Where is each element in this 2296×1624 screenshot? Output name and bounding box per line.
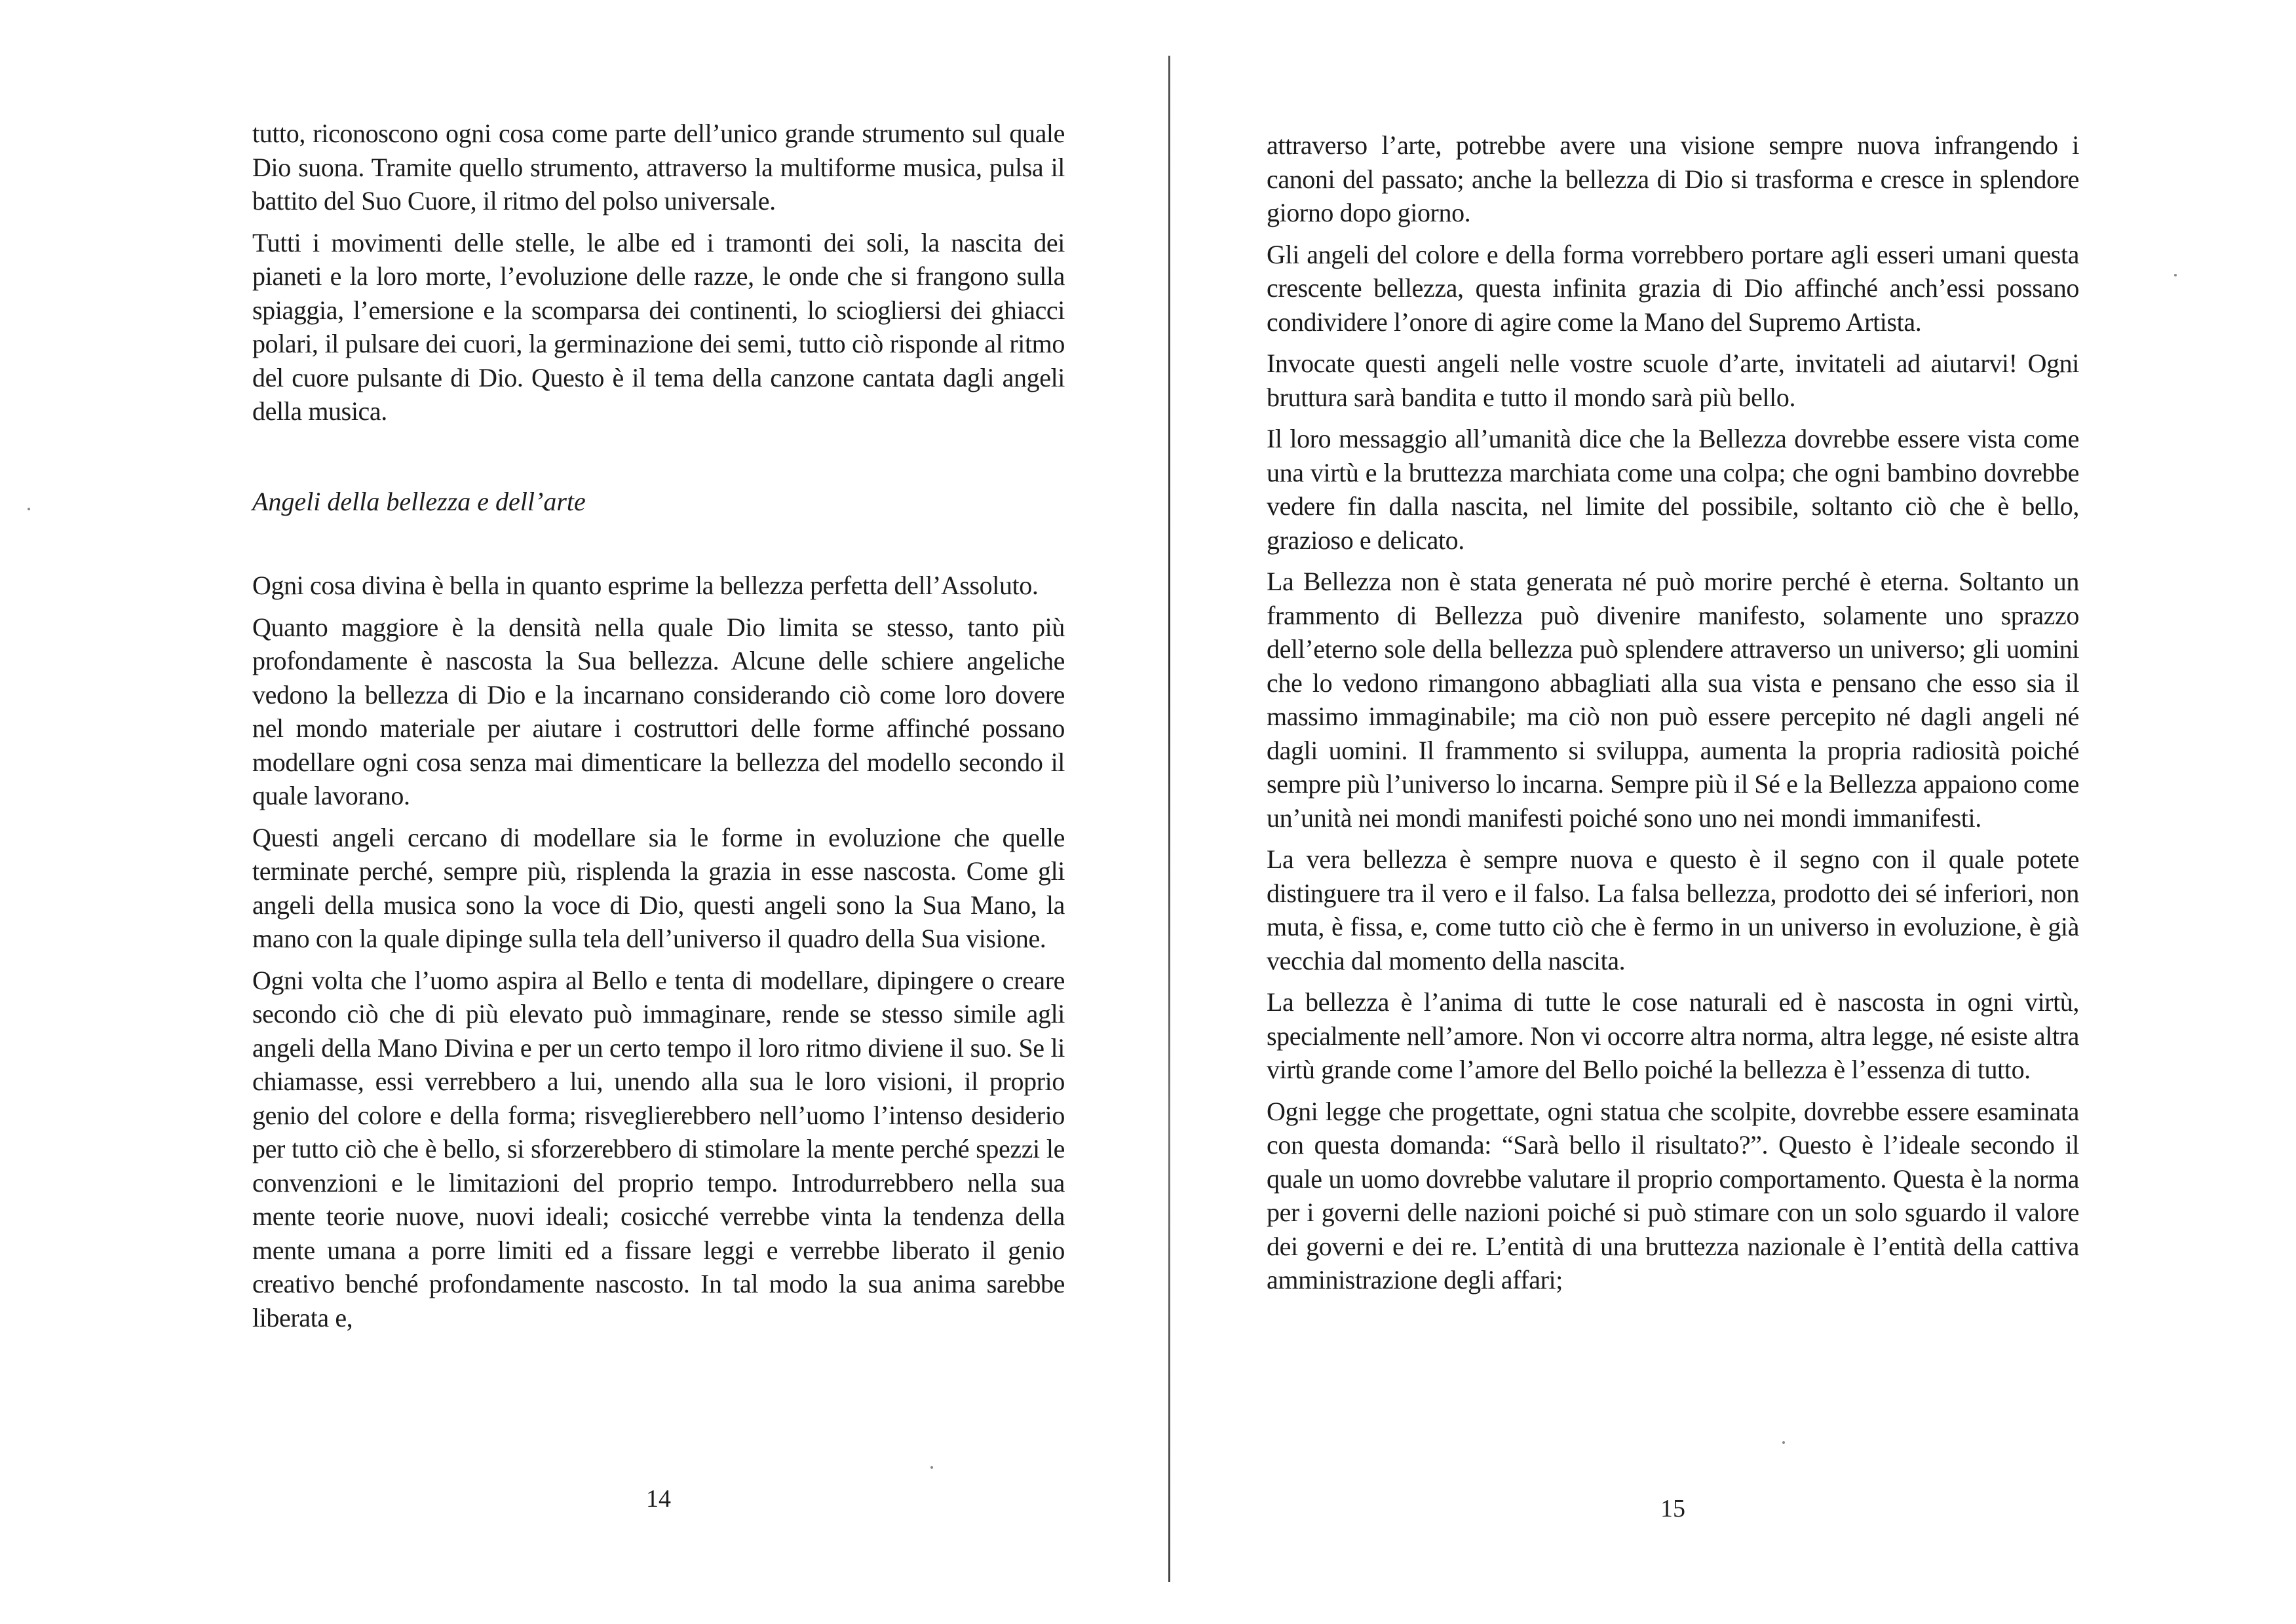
left-page-bottom-text <box>252 569 1065 1342</box>
paragraph: La Bellezza non è stata generata né può morire perché è eterna. Soltanto un frammento di Bellezza può divenire manifesto, solamente uno sprazzo dell’eterno sole della bellezza può splendere attraverso un universo; gli uomini che lo vedono rimangono abbagliati alla sua vista e pensano che esso sia il massimo immaginabile; ma ciò non può essere percepito né dagli angeli né dagli uomini. Il frammento si sviluppa, aumenta la propria radiosità poiché sempre più l’universo lo incarna. Sempre più il Sé e la Bellezza appaiono come un’unità nei mondi manifesti poiché sono uno nei mondi immanifesti. <box>1267 567 2079 833</box>
scan-speck <box>930 1466 933 1469</box>
scan-speck <box>1782 1441 1785 1444</box>
paragraph: Invocate questi angeli nelle vostre scuole d’arte, invitateli ad aiutarvi! Ogni bruttura sarà bandita e tutto il mondo sarà più bello. <box>1267 349 2079 412</box>
paragraph: tutto, riconoscono ogni cosa come parte dell’unico grande strumento sul quale Dio suona. Tramite quello strumento, attraverso la multiforme musica, pulsa il battito del Suo Cuore, il ritmo del polso universale. <box>252 119 1065 216</box>
paragraph: La bellezza è l’anima di tutte le cose naturali ed è nascosta in ogni virtù, specialmente nell’amore. Non vi occorre altra norma, altra legge, né esiste altra virtù grande come l’amore del Bello poiché la bellezza è l’essenza di tutto. <box>1267 987 2079 1084</box>
section-heading: Angeli della bellezza e dell’arte <box>252 487 586 516</box>
scan-speck <box>28 508 30 510</box>
page-number-left: 14 <box>646 1485 671 1513</box>
left-page-top-text <box>252 117 1065 436</box>
right-page-text <box>1267 128 2079 1305</box>
paragraph: Quanto maggiore è la densità nella quale Dio limita se stesso, tanto più profondamente è nascosta la Sua bellezza. Alcune delle schiere angeliche vedono la bellezza di Dio e la incarnano considerando ciò come loro dovere nel mondo materiale per aiutare i costruttori delle forme affinché possano modellare ogni cosa senza mai dimenticare la bellezza del modello secondo il quale lavorano. <box>252 612 1065 810</box>
section-heading-wrap <box>252 485 1065 519</box>
paragraph: La vera bellezza è sempre nuova e questo è il segno con il quale potete distinguere tra il vero e il falso. La falsa bellezza, prodotto dei sé inferiori, non muta, è fissa, e, come tutto ciò che è fermo in un universo in evoluzione, è già vecchia dal momento della nascita. <box>1267 844 2079 975</box>
paragraph: Ogni volta che l’uomo aspira al Bello e tenta di modellare, dipingere o creare secondo ciò che di più elevato può immaginare, rende se stesso simile agli angeli della Mano Divina e per un certo tempo il loro ritmo diviene il suo. Se li chiamasse, essi verrebbero a lui, unendo alla sua le loro visioni, il proprio genio del colore e della forma; risveglierebbero nell’uomo l’intenso desiderio per tutto ciò che è bello, si sforzerebbero di stimolare la mente perché spezzi le convenzioni e le limitazioni del proprio tempo. Introdurrebbero nella sua mente teorie nuove, nuovi ideali; cosicché verrebbe vinta la tendenza della mente umana a porre limiti ed a fissare leggi e verrebbe liberato il genio creativo benché profondamente nascosto. In tal modo la sua anima sarebbe liberata e, <box>252 965 1065 1332</box>
scan-speck <box>2174 274 2177 276</box>
paragraph: Questi angeli cercano di modellare sia le forme in evoluzione che quelle terminate perché, sempre più, risplenda la grazia in esse nascosta. Come gli angeli della musica sono la voce di Dio, questi angeli sono la Sua Mano, la mano con la quale dipinge sulla tela dell’universo il quadro della Sua visione. <box>252 822 1065 953</box>
paragraph: Ogni cosa divina è bella in quanto esprime la bellezza perfetta dell’Assoluto. <box>252 571 1039 600</box>
paragraph: Gli angeli del colore e della forma vorrebbero portare agli esseri umani questa crescente bellezza, questa infinita grazia di Dio affinché anch’essi possano condividere l’onore di agire come la Mano del Supremo Artista. <box>1267 239 2079 337</box>
book-gutter <box>1168 56 1170 1582</box>
paragraph: attraverso l’arte, potrebbe avere una visione sempre nuova infrangendo i canoni del passato; anche la bellezza di Dio si trasforma e cresce in splendore giorno dopo giorno. <box>1267 130 2079 227</box>
paragraph: Tutti i movimenti delle stelle, le albe ed i tramonti dei soli, la nascita dei pianeti e la loro morte, l’evoluzione delle razze, le onde che si frangono sulla spiaggia, l’emersione e la scomparsa dei continenti, lo sciogliersi dei ghiacci polari, il pulsare dei cuori, la germinazione dei semi, tutto ciò risponde al ritmo del cuore pulsante di Dio. Questo è il tema della canzone cantata dagli angeli della musica. <box>252 227 1065 426</box>
paragraph: Ogni legge che progettate, ogni statua che scolpite, dovrebbe essere esaminata con questa domanda: “Sarà bello il risultato?”. Questo è l’ideale secondo il quale un uomo dovrebbe valutare il proprio comportamento. Questa è la norma per i governi delle nazioni poiché si può stimare con un solo sguardo il valore dei governi e dei re. L’entità di una bruttezza nazionale è l’entità della cattiva amministrazione degli affari; <box>1267 1096 2079 1294</box>
paragraph: Il loro messaggio all’umanità dice che la Bellezza dovrebbe essere vista come una virtù e la bruttezza marchiata come una colpa; che ogni bambino dovrebbe vedere fin dalla nascita, nel limite del possibile, soltanto ciò che è bello, grazioso e delicato. <box>1267 424 2079 555</box>
page-number-right: 15 <box>1660 1495 1685 1522</box>
